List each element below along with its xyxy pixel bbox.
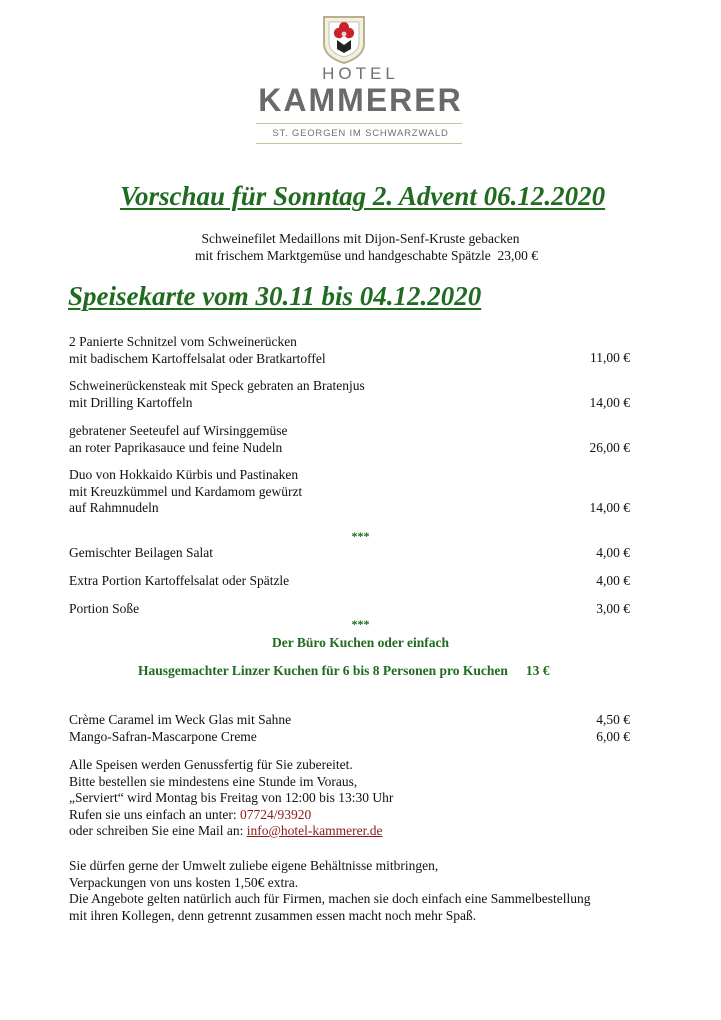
menu-item-4: [69, 467, 302, 517]
side-item-label: Extra Portion Kartoffelsalat oder Spätzle: [69, 573, 290, 588]
hotel-logo-emblem-icon: [320, 14, 368, 64]
info-line: Bitte bestellen sie mindestens eine Stunde im Voraus,: [69, 773, 358, 789]
info-email-prefix: oder schreiben Sie eine Mail an:: [69, 823, 247, 838]
preview-title: Vorschau für Sonntag 2. Advent 06.12.2020: [120, 181, 606, 211]
info-block-2: [69, 858, 590, 924]
section-separator: ***: [351, 617, 370, 631]
menu-item-line: Duo von Hokkaido Kürbis und Pastinaken: [69, 467, 299, 482]
side-item-label: Gemischter Beilagen Salat: [69, 545, 213, 560]
cake-offer: [138, 663, 550, 679]
cake-text: Hausgemachter Linzer Kuchen für 6 bis 8 Personen pro Kuchen: [138, 663, 508, 678]
cake-price: 13 €: [525, 663, 550, 678]
menu-item-line: Schweinerückensteak mit Speck gebraten an Bratenjus: [69, 378, 365, 393]
logo-location: ST. GEORGEN IM SCHWARZWALD: [272, 128, 449, 139]
menu-item-price: 11,00 €: [590, 350, 630, 365]
side-item-price: 4,00 €: [596, 545, 630, 560]
side-item-price: 4,00 €: [596, 573, 630, 588]
info-line: Verpackungen von uns kosten 1,50€ extra.: [69, 874, 299, 890]
menu-item-line: mit Drilling Kartoffeln: [69, 394, 193, 410]
dessert-item-price: 6,00 €: [596, 729, 630, 744]
section-separator: ***: [351, 529, 370, 543]
logo-hotel-word: HOTEL: [322, 64, 399, 83]
menu-item-price: 14,00 €: [589, 500, 630, 515]
info-phone-prefix: Rufen sie uns einfach an unter:: [69, 806, 240, 822]
info-line: mit ihren Kollegen, denn getrennt zusammen essen macht noch mehr Spaß.: [69, 907, 477, 923]
phone-link[interactable]: 07724/93920: [239, 806, 312, 822]
menu-item-line: gebratener Seeteufel auf Wirsinggemüse: [69, 423, 288, 438]
menu-item-line: auf Rahmnudeln: [69, 500, 159, 515]
side-item-price: 3,00 €: [596, 601, 630, 616]
side-item-label: Portion Soße: [69, 601, 140, 616]
preview-line-2: [0, 248, 721, 264]
menu-item-price: 26,00 €: [589, 440, 630, 455]
info-line: Alle Speisen werden Genussfertig für Sie zubereitet.: [69, 757, 353, 772]
menu-item-1: [69, 334, 326, 367]
menu-item-line: mit badischem Kartoffelsalat oder Bratkartoffel: [69, 350, 326, 366]
info-block: [69, 757, 393, 840]
email-link[interactable]: info@hotel-kammerer.de: [246, 823, 383, 838]
preview-price: 23,00 €: [497, 248, 539, 263]
logo-divider-bottom: [256, 143, 462, 144]
dessert-item-label: Mango-Safran-Mascarpone Creme: [69, 729, 257, 744]
dessert-item-label: Crème Caramel im Weck Glas mit Sahne: [69, 712, 292, 727]
menu-item-price: 14,00 €: [589, 395, 630, 410]
menu-item-2: [69, 378, 365, 411]
menu-item-line: 2 Panierte Schnitzel vom Schweinerücken: [69, 334, 297, 349]
info-phone-line: [69, 807, 393, 824]
preview-line-1: Schweinefilet Medaillons mit Dijon-Senf-Kruste gebacken: [201, 231, 520, 246]
menu-item-line: an roter Paprikasauce und feine Nudeln: [69, 439, 283, 455]
menu-item-line: mit Kreuzkümmel und Kardamom gewürzt: [69, 483, 303, 499]
dessert-item-price: 4,50 €: [596, 712, 630, 727]
logo-hotel-name: KAMMERER: [258, 82, 463, 118]
info-line: Die Angebote gelten natürlich auch für Firmen, machen sie doch einfach eine Sammelbestellung: [69, 891, 591, 906]
menu-title: Speisekarte vom 30.11 bis 04.12.2020: [68, 281, 482, 311]
info-email-line: [69, 823, 393, 840]
info-line: Sie dürfen gerne der Umwelt zuliebe eigene Behältnisse mitbringen,: [69, 858, 439, 873]
preview-dish-text: mit frischem Marktgemüse und handgeschabte Spätzle: [194, 248, 491, 263]
menu-item-3: [69, 423, 288, 456]
info-line: „Serviert“ wird Montag bis Freitag von 12:00 bis 13:30 Uhr: [69, 790, 394, 805]
cake-heading: Der Büro Kuchen oder einfach: [271, 635, 449, 650]
logo-divider-top: [256, 123, 462, 124]
